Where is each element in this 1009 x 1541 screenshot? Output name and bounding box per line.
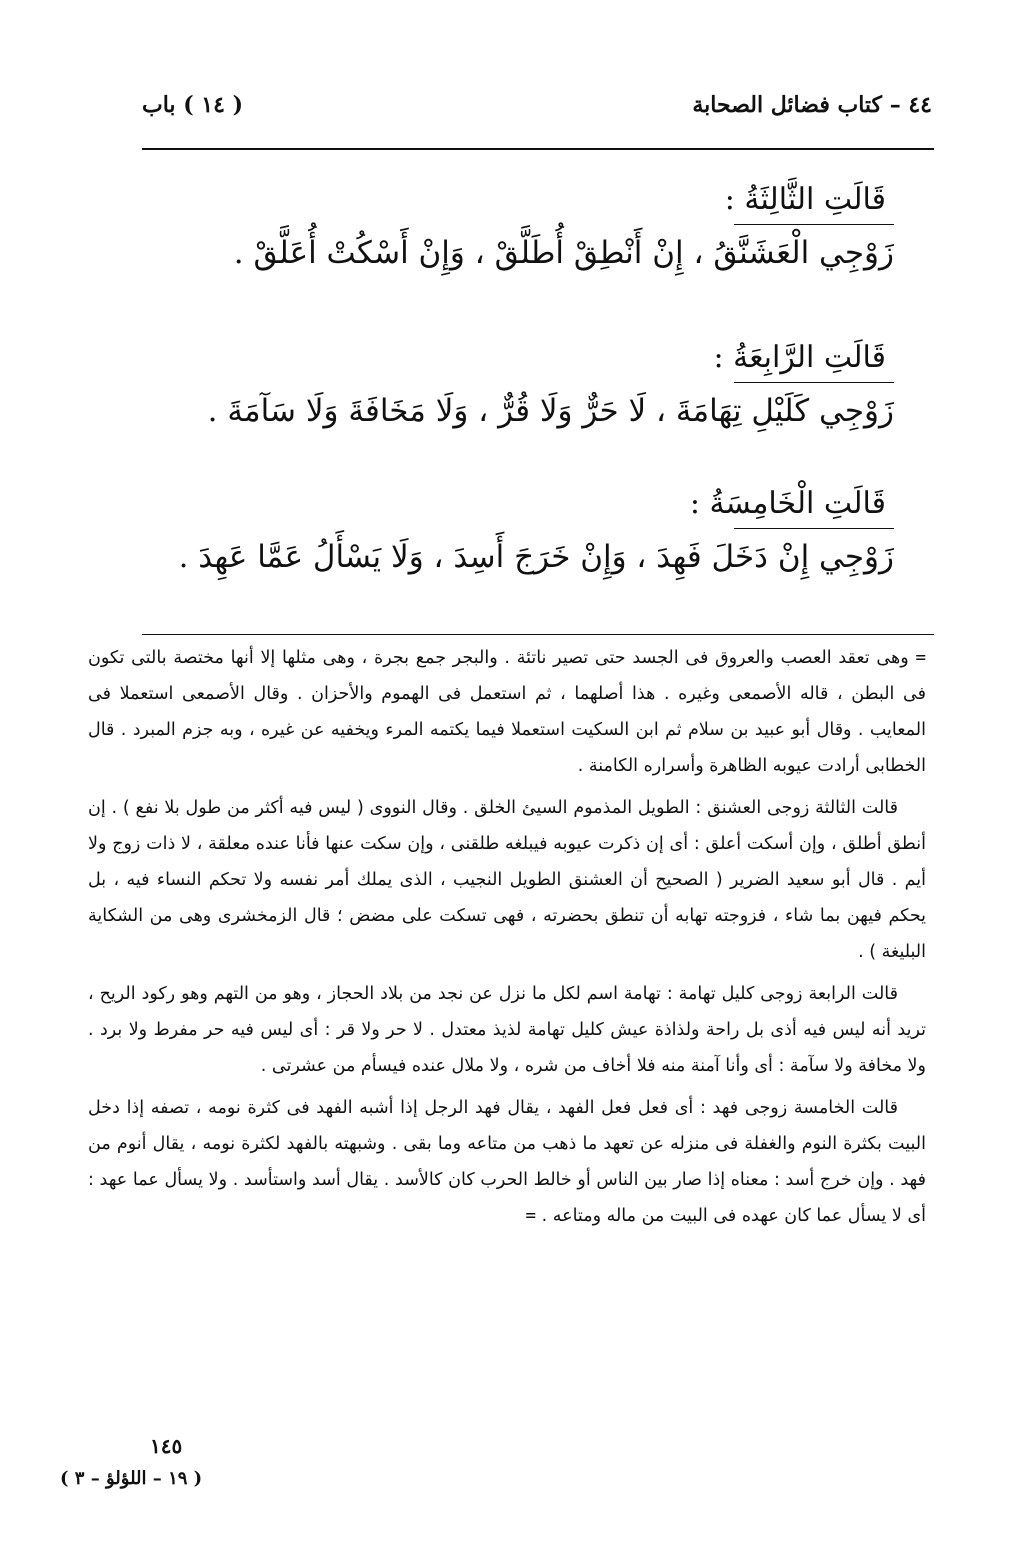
continuation-mark: = [525,1206,537,1226]
speaker-label: قَالَتِ الْخَامِسَةُ : [689,486,886,521]
speaker-label: قَالَتِ الرَّابِعَةُ : [713,340,886,375]
signature-mark: ( ١٩ – اللؤلؤ – ٣ ) [60,1468,203,1489]
speaker-underline [734,382,894,383]
speaker-underline [734,224,894,225]
page-title: ٤٤ – كتاب فضائل الصحابة [692,92,932,118]
commentary-paragraph: قالت الخامسة زوجى فهد : أى فعل فعل الفهد ، يقال فهد الرجل إذا أشبه الفهد فى كثرة نومه ، تصفه إذا دخل البيت بكثرة النوم والغفلة فى منزله عن تعهد ما ذهب من متاعه وما بقى . وشبهته بالفهد لكثرة نومه ، يقال أنوم من فهد . وإن خرج أسد : معناه إذا صار بين الناس أو خالط الحرب كان كالأسد . يقال أسد واستأسد . ولا يسأل عما عهد : أى لا يسأل عما كان عهده فى البيت من ماله ومتاعه . = [88,1098,926,1226]
commentary [88,640,926,1234]
verse-text: زَوْجِي إِنْ دَخَلَ فَهِدَ ، وَإِنْ خَرَجَ أَسِدَ ، وَلَا يَسْأَلُ عَمَّا عَهِدَ . [178,539,894,575]
verse-text: زَوْجِي كَلَيْلِ تِهَامَةَ ، لَا حَرٌّ وَلَا قُرٌّ ، وَلَا مَخَافَةَ وَلَا سَآمَةَ . [207,393,894,429]
commentary-paragraph: = وهى تعقد العصب والعروق فى الجسد حتى تصير ناتئة . والبجر جمع بجرة ، وهى مثلها إلا أنها مختصة بالتى تكون فى البطن ، قاله الأصمعى وغيره . هذا أصلهما ، ثم استعمل فى الهموم والأحزان . وقال الأصمعى استعملا فى المعايب . وقال أبو عبيد بن سلام ثم ابن السكيت استعملا فيما يكتمه المرء ويخفيه عن غيره ، وبه جزم المبرد . قال الخطابى أرادت عيوبه الظاهرة وأسراره الكامنة . [88,648,926,776]
commentary-paragraph: قالت الثالثة زوجى العشنق : الطويل المذموم السيئ الخلق . وقال النووى ( ليس فيه أكثر من طول بلا نفع ) . إن أنطق أطلق ، وإن أسكت أعلق : أى إن ذكرت عيوبه فيبلغه طلقنى ، وإن سكت عنها فأنا عنده معلقة ، لا ذات زوج ولا أيم . قال أبو سعيد الضرير ( الصحيح أن العشنق الطويل النجيب ، الذى يملك أمر نفسه ولا تحكم النساء فيه ، بل يحكم فيهن بما شاء ، فزوجته تهابه أن تنطق بحضرته ، فهى تسكت على مضض ؛ قال الزمخشرى وهى من الشكاية البليغة ) . [88,798,926,962]
running-header [142,92,932,132]
continuation-mark: = [915,648,926,668]
verse-text: زَوْجِي الْعَشَنَّقُ ، إِنْ أَنْطِقْ أُطَلَّقْ ، وَإِنْ أَسْكُتْ أُعَلَّقْ . [233,235,894,271]
footnote-rule [142,634,934,635]
commentary-paragraph: قالت الرابعة زوجى كليل تهامة : تهامة اسم لكل ما نزل عن نجد من بلاد الحجاز ، وهو من التهم وهو ركود الريح ، تريد أنه ليس فيه أذى بل راحة ولذاذة عيش كليل تهامة لذيذ معتدل . لا حر ولا قر : أى ليس فيه حر مفرط ولا برد . ولا مخافة ولا سآمة : أى وأنا آمنة منه فلا أخاف من شره ، ولا ملال عنده فيسأم من عشرتى . [88,984,926,1076]
speaker-underline [734,528,894,529]
chapter-label: ( ١٤ ) باب [142,92,243,118]
poem-block-third [142,180,894,275]
poem-block-fourth [142,338,894,433]
poem-block-fifth [142,484,894,579]
page-number: ١٤٥ [150,1434,183,1458]
speaker-label: قَالَتِ الثَّالِثَةُ : [724,182,886,217]
header-rule [142,148,934,150]
